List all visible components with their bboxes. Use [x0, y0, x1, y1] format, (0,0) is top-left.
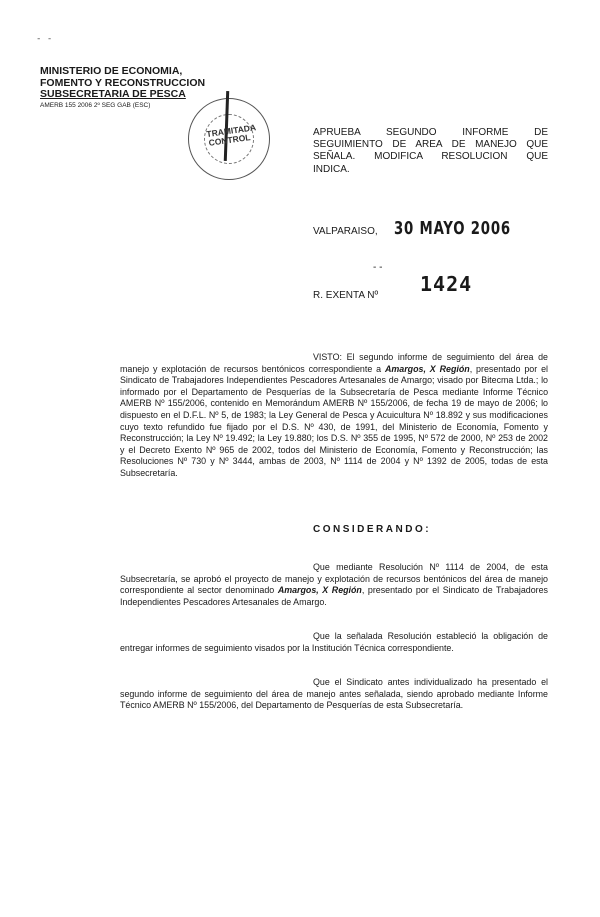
considerando-heading: CONSIDERANDO:: [313, 524, 432, 535]
considerando-1-place: Amargos, X Región: [277, 585, 362, 596]
ministry-line-1: MINISTERIO DE ECONOMIA,: [40, 65, 183, 77]
place-label: VALPARAISO,: [313, 226, 378, 237]
letterhead: [40, 66, 220, 110]
dash-mark: - -: [373, 262, 383, 273]
visto-body: , presentado por el Sindicato de Trabajadores Independientes Pescadores Artesanales de Amargo; visado por Bitecma Ltda.; lo informado por el Departamento de Pesquerías de la Subsecretaría de Pesca mediante Informe Técnico AMERB Nº 155/2006, contenido en Memorándum AMERB Nº 155/2006, de fecha 19 de mayo de 2006; lo dispuesto en el D.F.L. Nº 5, de 1983; la Ley General de Pesca y Acuicultura Nº 18.892 y sus modificaciones cuyo texto refundido fue fijado por el D.S. Nº 430, de 1991, del Ministerio de Economía, Fomento y Reconstrucción; la Ley Nº 19.492; la Ley 19.880; los D.S. Nº 355 de 1995, Nº 572 de 2000, Nº 253 de 2002 y el Decreto Exento Nº 965 de 2002, todos del Ministerio de Economía, Fomento y Reconstrucción; las Resoluciones Nº 730 y Nº 3444, ambas de 2003, Nº 1114 de 2004 y Nº 1392 de 2005, todas de esta Subsecretaría.: [120, 363, 548, 478]
visto-intro: VISTO: El segundo informe de seguimiento del área de manejo y explotación de recursos bentónicos correspondiente a: [120, 352, 548, 374]
date-stamp: 30 MAYO 2006: [394, 218, 511, 239]
considerando-1-b: , presentado por el Sindicato de Trabajadores Independientes Pescadores Artesanales de Amargo.: [120, 585, 548, 607]
considerando-1-a: Que mediante Resolución Nº 1114 de 2004, de esta Subsecretaría, se aprobó el proyecto de manejo y explotación de recursos bentónicos del área de manejo correspondiente al sector denominado: [120, 562, 548, 596]
visto-place: Amargos, X Región: [384, 363, 470, 374]
file-reference: AMERB 155 2006 2º SEG GAB (ESC): [40, 101, 151, 109]
resolution-summary: APRUEBA SEGUNDO INFORME DE SEGUIMIENTO DE AREA DE MANEJO QUE SEÑALA. MODIFICA RESOLUCION QUE INDICA.: [313, 127, 548, 175]
considerando-1: [120, 562, 548, 608]
subsecretaria-line: SUBSECRETARIA DE PESCA: [40, 88, 186, 100]
resolution-label: R. EXENTA Nº: [313, 290, 379, 301]
considerando-2: Que la señalada Resolución estableció la obligación de entregar informes de seguimiento visados por la Institución Técnica correspondiente.: [120, 631, 548, 653]
stamp-label: TRAMITADA CONTROL: [205, 122, 257, 148]
visto-paragraph: [120, 352, 548, 480]
considerando-3: Que el Sindicato antes individualizado ha presentado el segundo informe de seguimiento del área de manejo antes señalada, siendo aprobado mediante Informe Técnico AMERB Nº 155/2006, del Departamento de Pesquerías de esta Subsecretaría.: [120, 677, 548, 711]
official-stamp: [188, 98, 270, 180]
scan-artifact: - -: [36, 34, 53, 44]
ministry-line-2: FOMENTO Y RECONSTRUCCION: [40, 76, 206, 89]
resolution-number: 1424: [420, 272, 473, 296]
